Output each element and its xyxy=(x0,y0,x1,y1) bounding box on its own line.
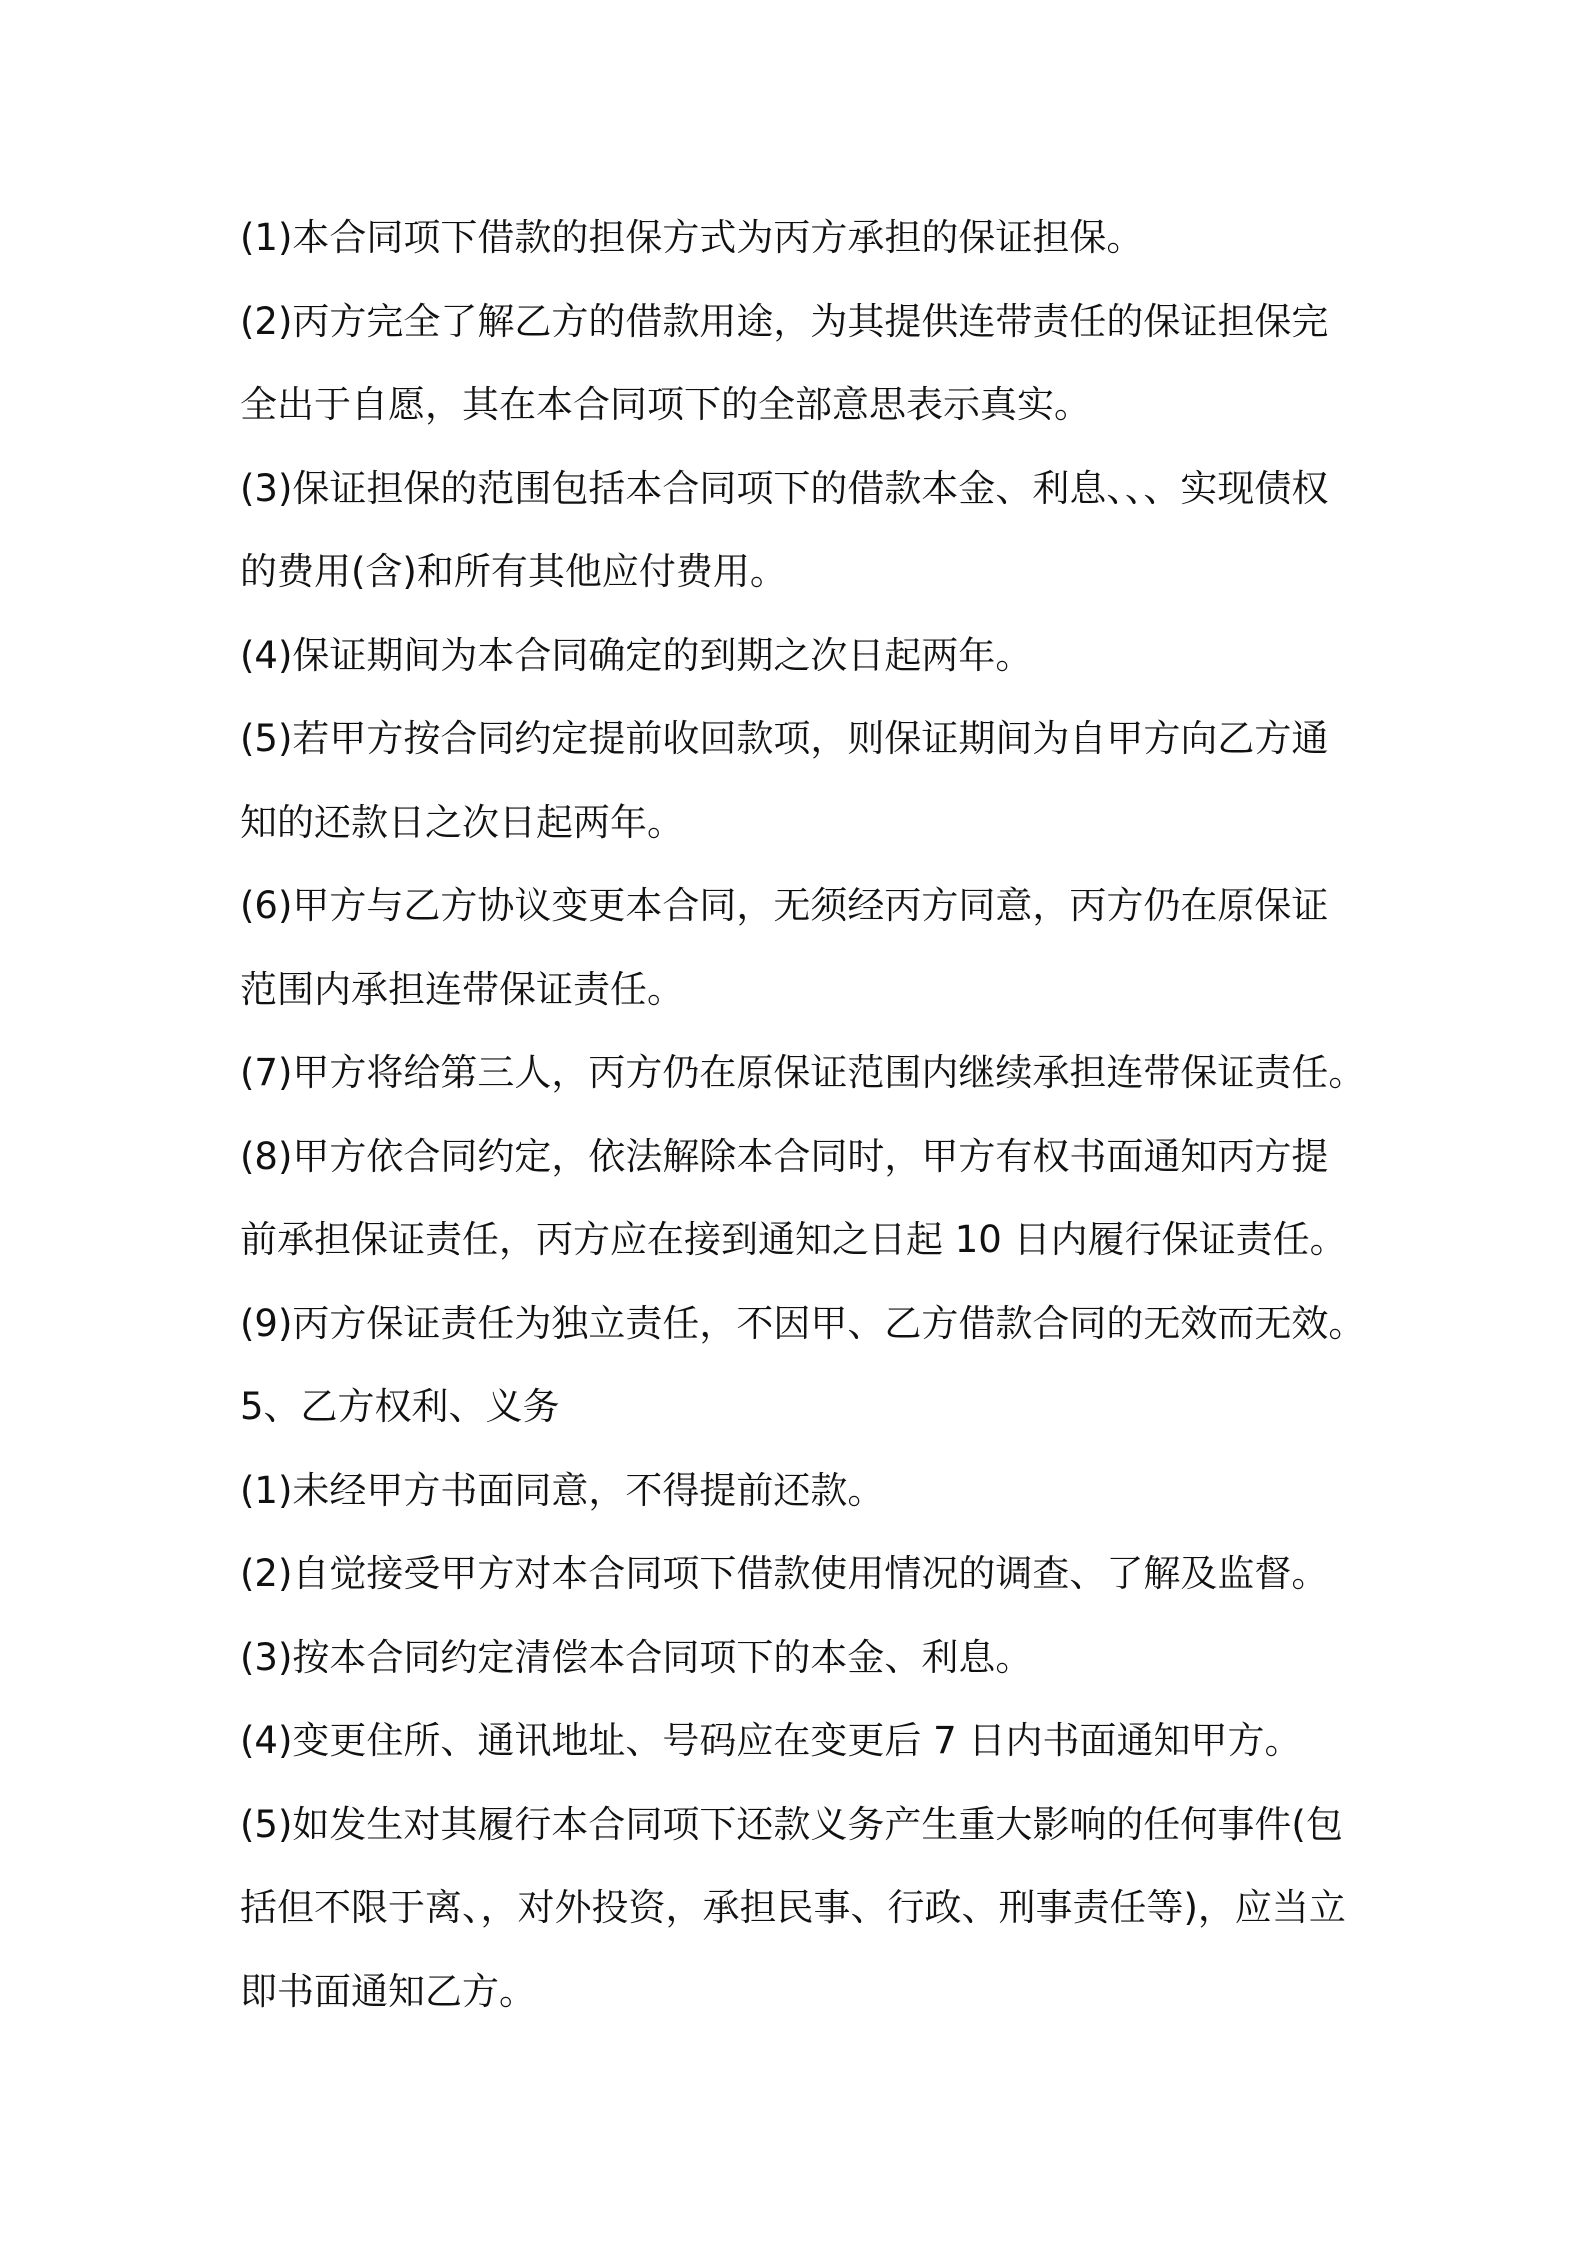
text-line: (7)甲方将给第三人，丙方仍在原保证范围内继续承担连带保证责任。 xyxy=(240,1051,1366,1094)
text-line: 范围内承担连带保证责任。 xyxy=(240,967,684,1011)
text-line: (2)自觉接受甲方对本合同项下借款使用情况的调查、了解及监督。 xyxy=(240,1552,1329,1595)
text-line: (1)本合同项下借款的担保方式为丙方承担的保证担保。 xyxy=(240,216,1144,259)
text-line: (3)保证担保的范围包括本合同项下的借款本金、利息、、、实现债权 xyxy=(240,466,1329,510)
text-line: (2)丙方完全了解乙方的借款用途，为其提供连带责任的保证担保完 xyxy=(240,299,1329,343)
text-line: (4)保证期间为本合同确定的到期之次日起两年。 xyxy=(240,633,1033,677)
text-line: (5)如发生对其履行本合同项下还款义务产生重大影响的任何事件(包 xyxy=(240,1802,1343,1846)
text-line: (9)丙方保证责任为独立责任，不因甲、乙方借款合同的无效而无效。 xyxy=(240,1301,1366,1345)
document-body xyxy=(240,196,1366,2033)
text-line: 全出于自愿，其在本合同项下的全部意思表示真实。 xyxy=(240,383,1091,426)
text-line: (6)甲方与乙方协议变更本合同，无须经丙方同意，丙方仍在原保证 xyxy=(240,884,1329,927)
text-line: 即书面通知乙方。 xyxy=(240,1969,536,2013)
text-line: 前承担保证责任，丙方应在接到通知之日起 10 日内履行保证责任。 xyxy=(240,1218,1347,1261)
text-line: (8)甲方依合同约定，依法解除本合同时，甲方有权书面通知丙方提 xyxy=(240,1134,1329,1178)
text-line: (4)变更住所、通讯地址、号码应在变更后 7 日内书面通知甲方。 xyxy=(240,1719,1302,1762)
text-line: 的费用(含)和所有其他应付费用。 xyxy=(240,550,787,593)
text-line: (5)若甲方按合同约定提前收回款项，则保证期间为自甲方向乙方通 xyxy=(240,717,1329,760)
section-heading: 5、乙方权利、义务 xyxy=(240,1385,560,1428)
text-line: (1)未经甲方书面同意，不得提前还款。 xyxy=(240,1468,885,1512)
text-line: 知的还款日之次日起两年。 xyxy=(240,800,684,844)
text-line: 括但不限于离、，对外投资，承担民事、行政、刑事责任等)，应当立 xyxy=(240,1886,1346,1929)
text-line: (3)按本合同约定清偿本合同项下的本金、利息。 xyxy=(240,1635,1033,1679)
